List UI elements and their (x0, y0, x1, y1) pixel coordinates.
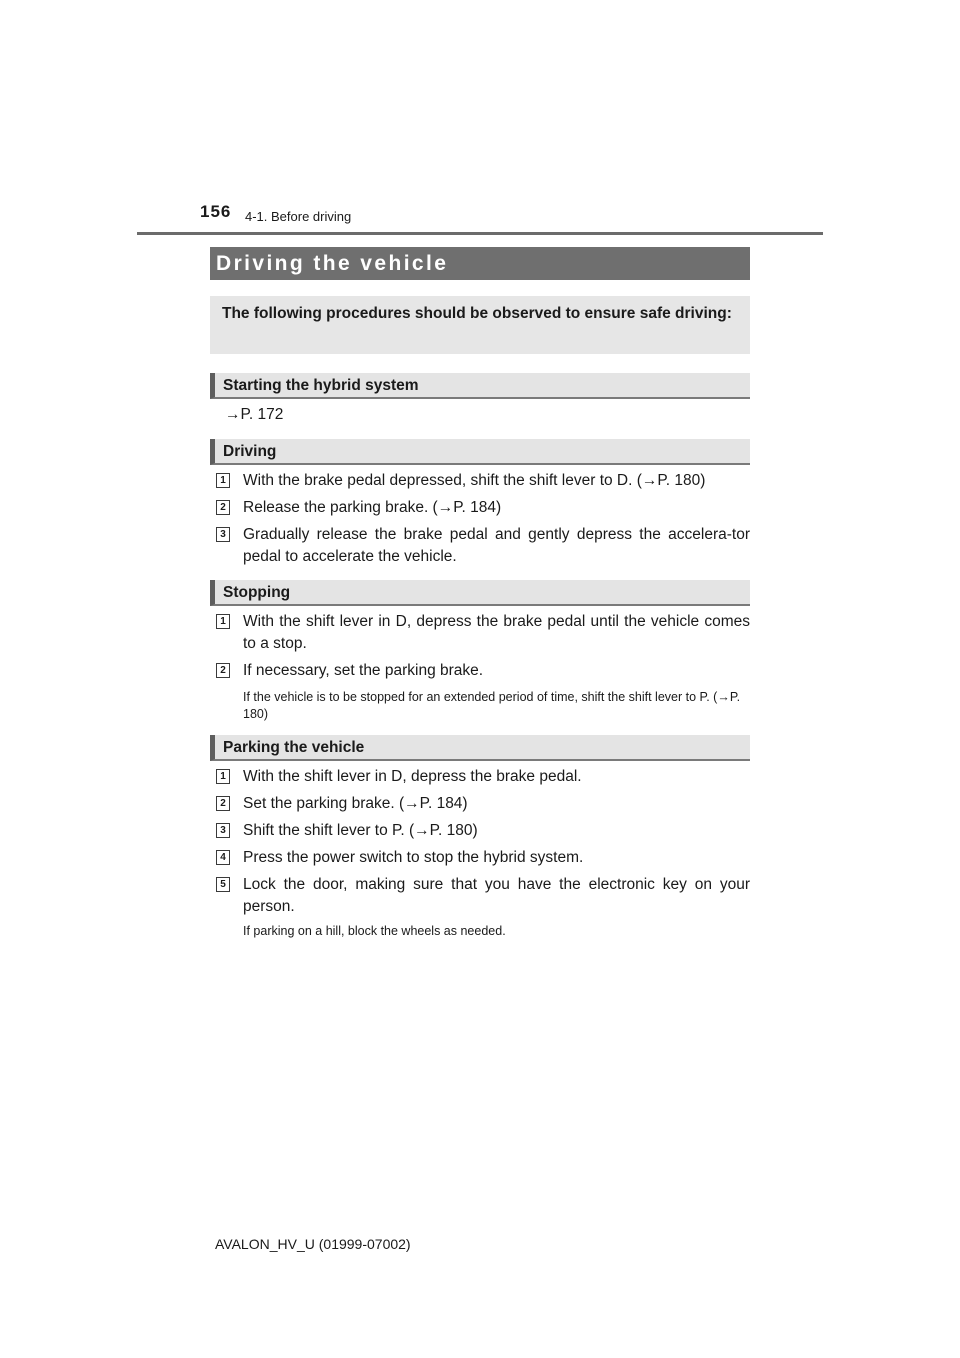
parking-step (210, 793, 750, 815)
page-number: 156 (200, 202, 232, 221)
step-number: 2 (216, 796, 230, 811)
step-text: Gradually release the brake pedal and gently depress the accelera-tor pedal to accelerate the vehicle. (243, 526, 750, 565)
step-number: 2 (216, 663, 230, 678)
step-number: 1 (216, 473, 230, 488)
heading-parking: Parking the vehicle (210, 735, 750, 761)
stopping-step (210, 660, 750, 682)
step-number: 3 (216, 823, 230, 838)
document-code: AVALON_HV_U (01999-07002) (215, 1236, 411, 1252)
page-title: Driving the vehicle (210, 247, 750, 280)
section-label: 4-1. Before driving (245, 209, 352, 224)
step-number: 3 (216, 527, 230, 542)
ref-starting: →P. 172 (225, 406, 284, 423)
step-number: 5 (216, 877, 230, 892)
driving-step (210, 497, 750, 519)
step-text: Lock the door, making sure that you have the electronic key on your person. (243, 876, 750, 915)
step-text: With the brake pedal depressed, shift the shift lever to D. (→P. 180) (243, 472, 706, 489)
step-text: With the shift lever in D, depress the brake pedal. (243, 768, 582, 785)
step-number: 2 (216, 500, 230, 515)
step-number: 1 (216, 614, 230, 629)
step-number: 4 (216, 850, 230, 865)
parking-step (210, 847, 750, 869)
step-text: With the shift lever in D, depress the brake pedal until the vehicle comes to a stop. (243, 613, 750, 652)
step-text: Press the power switch to stop the hybrid system. (243, 849, 584, 866)
parking-step (210, 820, 750, 842)
step-text: Shift the shift lever to P. (→P. 180) (243, 822, 478, 839)
driving-step (210, 524, 750, 568)
stopping-step (210, 611, 750, 655)
driving-step (210, 470, 750, 492)
step-number: 1 (216, 769, 230, 784)
heading-driving: Driving (210, 439, 750, 465)
step-text: Set the parking brake. (→P. 184) (243, 795, 468, 812)
stopping-note: If the vehicle is to be stopped for an extended period of time, shift the shift lever to P. (→P. 180) (243, 690, 741, 721)
header-divider (137, 232, 823, 235)
intro-text: The following procedures should be observed to ensure safe driving: (210, 296, 750, 354)
heading-starting: Starting the hybrid system (210, 373, 750, 399)
parking-step (210, 874, 750, 918)
heading-stopping: Stopping (210, 580, 750, 606)
step-text: Release the parking brake. (→P. 184) (243, 499, 502, 516)
parking-step (210, 766, 750, 788)
step-text: If necessary, set the parking brake. (243, 662, 484, 679)
parking-note: If parking on a hill, block the wheels as needed. (243, 924, 506, 938)
